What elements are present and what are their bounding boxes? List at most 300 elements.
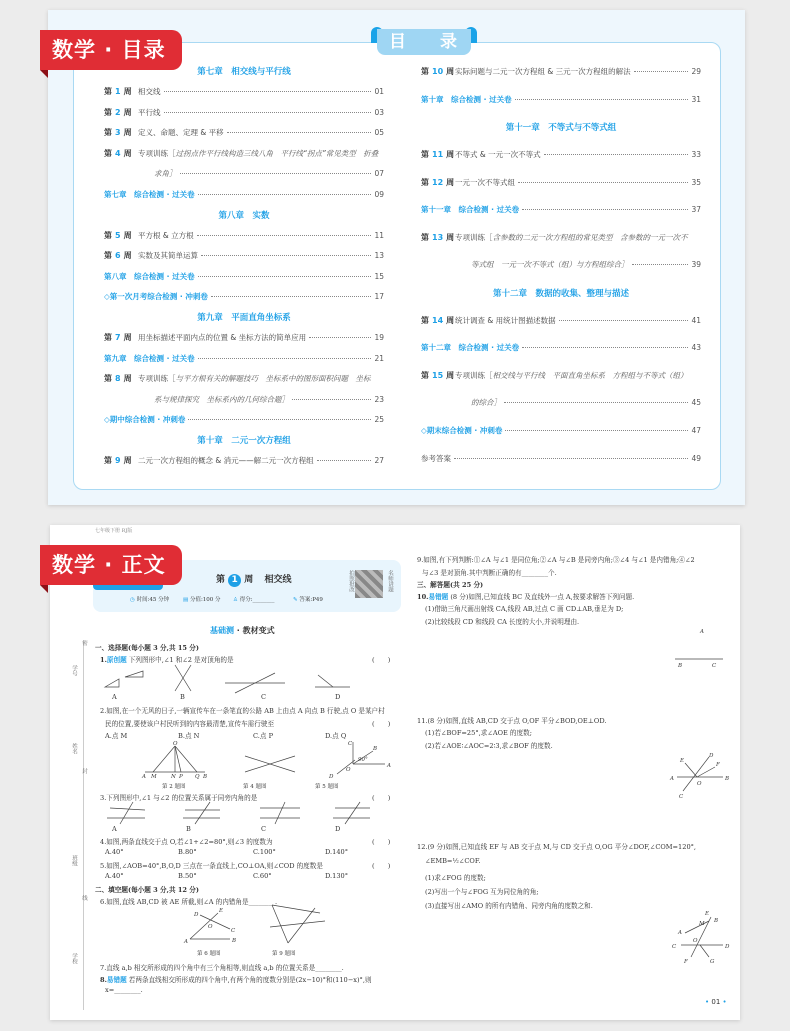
week-label: 第 7 周: [104, 333, 132, 343]
toc-entry[interactable]: [421, 86, 701, 114]
q3-opt-a: A: [112, 825, 117, 833]
question-9-line2: 与∠3 是对顶角.其中判断正确的有________个.: [422, 569, 557, 577]
week-label: 第 6 周: [104, 251, 132, 261]
q3-opt-c: C: [261, 825, 267, 833]
dot-leader: [198, 194, 372, 195]
dot-leader: [515, 99, 689, 100]
toc-entry[interactable]: [421, 224, 701, 252]
chapter-title: 第十二章 数据的收集、整理与描述: [492, 288, 629, 299]
toc-entry-continued[interactable]: [104, 389, 384, 410]
toc-entry[interactable]: [421, 444, 701, 472]
entry-title: 定义、命题、定理 & 平移: [138, 128, 224, 138]
fig11-label: O: [697, 781, 702, 787]
week-title: 相交线: [264, 575, 292, 585]
question-3: 3.下列图形中,∠1 与∠2 的位置关系属于同旁内角的是: [100, 794, 258, 802]
toc-entry[interactable]: [104, 307, 384, 328]
entry-title: 第十二章 综合检测 · 过关卷: [421, 343, 520, 353]
dot-leader: [164, 91, 372, 92]
question-7: 7.直线 a,b 相交所形成的四个角中有三个角相等,则直线 a,b 的位置关系是________.: [100, 964, 344, 972]
diamond-icon: ◇: [104, 292, 110, 302]
q3-figures: [105, 802, 365, 824]
page-number: 23: [374, 394, 384, 404]
toc-box: [73, 32, 721, 490]
qr-right-label: 名师讲题: [387, 570, 393, 592]
page-number: 05: [374, 128, 384, 138]
page-number: 01: [374, 87, 384, 97]
toc-left-column: [104, 61, 384, 471]
week-number: 11: [432, 150, 444, 160]
toc-entry-continued[interactable]: [104, 164, 384, 185]
q8-text: 若两条直线相交所形成的四个角中,有两个角的度数分别是(2x−10)°和(110−x)°,则: [126, 976, 372, 984]
entry-title: 专项训练［: [455, 232, 493, 242]
toc-entry[interactable]: [421, 113, 701, 141]
q4-answer-paren: ( ): [372, 838, 391, 846]
week-label: 第 14 周: [421, 315, 455, 325]
diamond-icon: ◇: [104, 415, 110, 425]
q10-num: 10.: [417, 593, 429, 601]
fig12-label: C: [672, 944, 677, 950]
score-info: [183, 595, 221, 603]
entry-topics: 含参数的二元一次方程组的常见类型 含参数的一元一次不: [492, 232, 688, 242]
week-label: 第 1 周: [104, 87, 132, 97]
toc-entry[interactable]: [421, 306, 701, 334]
toc-entry[interactable]: [104, 451, 384, 472]
fig2-label: P: [179, 774, 183, 780]
part2-heading: 二、填空题(每小题 3 分,共 12 分): [95, 886, 200, 894]
toc-entry[interactable]: [104, 328, 384, 349]
dot-leader: [632, 264, 689, 265]
week-label: 第 13 周: [421, 232, 455, 242]
question-2: 2.如图,在一个无风的日子,一辆宣传车在一条笔直的公路 AB 上由点 A 向点 B 行驶,点 O 是某户村: [100, 707, 385, 715]
fig11-label: D: [709, 753, 714, 759]
part3-heading: 三、解答题(共 25 分): [417, 581, 484, 589]
entry-title: 专项训练［: [455, 370, 493, 380]
fig10-label: A: [700, 629, 704, 635]
question-12-line2: ∠EMB=½∠COF.: [425, 857, 481, 865]
entry-title-cont: 系与规律探究 坐标系内的几何综合题］: [154, 394, 289, 404]
entry-title-cont: 等式组 一元一次不等式（组）与方程组综合］: [471, 260, 629, 270]
dot-leader: [198, 276, 372, 277]
entry-title: 第七章 综合检测 · 过关卷: [104, 189, 195, 199]
diamond-icon: ◇: [421, 426, 427, 436]
q5-opt-d: D.130°: [325, 872, 349, 880]
week-number-badge: 1: [228, 574, 241, 587]
q8-tag: 易错题: [106, 976, 127, 984]
toc-entry[interactable]: [104, 123, 384, 144]
page-number: 21: [374, 353, 384, 363]
toc-entry[interactable]: [104, 287, 384, 308]
fig10-label: B: [678, 663, 683, 669]
week-label: 第 2 周: [104, 107, 132, 117]
week-suffix: 周: [244, 575, 254, 585]
q4-opt-a: A.40°: [105, 848, 124, 856]
clock-icon: ◷: [130, 597, 135, 603]
page-number: 31: [691, 94, 701, 104]
entry-title: 第一次月考综合检测 · 冲刺卷: [109, 292, 208, 302]
page-number: 29: [691, 67, 701, 77]
page-number: 27: [374, 456, 384, 466]
fig11-label: F: [716, 762, 720, 768]
dot-leader: [505, 430, 688, 431]
week-number: 5: [115, 230, 121, 240]
q4-opt-b: B.80°: [178, 848, 197, 856]
entry-title: 第十章 综合检测 · 过关卷: [421, 94, 512, 104]
chapter-title: 第八章 实数: [218, 210, 270, 221]
toc-entry-continued[interactable]: [421, 251, 701, 279]
entry-title: 专项训练［: [138, 374, 176, 384]
dot-leader: [198, 358, 372, 359]
question-9: 9.如图,有下列判断:①∠A 与∠1 是同位角;②∠A 与∠B 是同旁内角;③∠4 与∠1 是内错角;④∠2: [417, 556, 695, 564]
fig2-label: B: [203, 774, 208, 780]
section-title-a: 基础测: [210, 626, 234, 635]
toc-entry[interactable]: [104, 205, 384, 226]
page-number: 33: [691, 150, 701, 160]
toc-entry[interactable]: [104, 410, 384, 431]
question-6: 6.如图,直线 AB,CD 被 AE 所截,则∠A 的内错角是________.: [100, 898, 278, 906]
question-12-part3: (3)直接写出∠AMO 的所有内错角、同旁内角的度数之和.: [425, 902, 593, 910]
page-number: 07: [374, 169, 384, 179]
fig5-label: O: [346, 767, 351, 773]
dot-leader: [292, 399, 371, 400]
dot-leader: [544, 154, 689, 155]
edition-label: 七年级下册 RJ版: [95, 528, 133, 534]
q2-opt-a: A.点 M: [105, 732, 128, 740]
fig11-label: A: [670, 776, 674, 782]
entry-title: 实数及其简单运算: [138, 251, 198, 261]
dot-leader: [504, 402, 688, 403]
fig6-label: D: [194, 912, 199, 918]
week-number: 12: [432, 177, 444, 187]
fig4-caption: 第 4 题图: [243, 784, 267, 790]
q2-opt-b: B.点 N: [178, 732, 200, 740]
dot-leader: [227, 132, 372, 133]
margin-xian: 线: [81, 895, 87, 901]
week-label: 第 12 周: [421, 177, 455, 187]
dot-leader: [211, 296, 372, 297]
document-icon: ▤: [183, 597, 189, 603]
week-number: 7: [115, 333, 121, 343]
toc-entry[interactable]: [104, 143, 384, 164]
toc-entry[interactable]: [421, 334, 701, 362]
q3-answer-paren: ( ): [372, 794, 391, 802]
fig12-label: O: [693, 938, 698, 944]
entry-title-cont: 的综合］: [471, 398, 501, 408]
toc-entry[interactable]: [421, 196, 701, 224]
toc-entry[interactable]: [104, 369, 384, 390]
entry-title: 相交线: [138, 87, 161, 97]
question-11-part1: (1)若∠BOF=25°,求∠AOE 的度数;: [425, 729, 532, 737]
margin-mi: 密: [81, 640, 87, 646]
fig2-caption: 第 2 题图: [162, 784, 186, 790]
page-number: 45: [691, 398, 701, 408]
time-info: [130, 595, 169, 603]
toc-entry[interactable]: [104, 246, 384, 267]
page-number: 09: [374, 189, 384, 199]
fig5-caption: 第 5 题图: [315, 784, 339, 790]
entry-title-cont: 求角］: [154, 169, 177, 179]
fig6-label: B: [232, 938, 237, 944]
binding-line: [83, 640, 84, 1010]
q4-opt-c: C.100°: [253, 848, 276, 856]
dot-leader: [188, 419, 371, 420]
page-number: 39: [691, 260, 701, 270]
margin-class: 班级: [71, 855, 77, 866]
week-label: 第 3 周: [104, 128, 132, 138]
q1-opt-a: A: [112, 693, 117, 701]
fig2-label: M: [151, 774, 157, 780]
fig2-label: A: [142, 774, 146, 780]
lesson-page: [50, 525, 740, 1020]
margin-id: 学号: [71, 665, 77, 676]
toc-entry[interactable]: [104, 184, 384, 205]
page-number: 47: [691, 426, 701, 436]
week-label: 第 10 周: [421, 67, 455, 77]
q11-figure: [670, 753, 730, 800]
week-label: 第 9 周: [104, 456, 132, 466]
fig12-label: D: [725, 944, 730, 950]
page-number-text: 01: [711, 998, 721, 1006]
question-12-part2: (2)写出一个与∠FOG 互为同位角的角;: [425, 888, 539, 896]
q5-opt-c: C.60°: [253, 872, 272, 880]
entry-title: 期中综合检测 · 冲刺卷: [109, 415, 186, 425]
dot-leader: [634, 71, 689, 72]
qr-left-label: 拍照批改: [348, 570, 354, 592]
week-label: 第 8 周: [104, 374, 132, 384]
question-10-part2: (2)比较线段 CD 和线段 CA 长度的大小,并说明理由.: [425, 618, 580, 626]
entry-title: 不等式 & 一元一次不等式: [455, 150, 541, 160]
page-number: 13: [374, 251, 384, 261]
question-11: 11.(8 分)如图,直线 AB,CD 交于点 O,OF 平分∠BOD,OE⊥OD.: [417, 717, 607, 725]
q3-opt-d: D: [335, 825, 341, 833]
entry-title: 参考答案: [421, 453, 451, 463]
fig10-label: C: [712, 663, 717, 669]
page-number: 03: [374, 107, 384, 117]
week-number: 8: [115, 374, 121, 384]
week-number: 13: [432, 232, 444, 242]
entry-title: 期末综合检测 · 冲刺卷: [426, 426, 503, 436]
fig5-label: 90°: [358, 757, 368, 763]
q8-num: 8.: [100, 976, 107, 984]
toc-right-column: [421, 58, 701, 472]
toc-entry[interactable]: [104, 82, 384, 103]
page-number: 35: [691, 177, 701, 187]
page-number: • 01 •: [705, 998, 727, 1006]
score-text: 分值:100 分: [189, 597, 221, 603]
fig6-label: A: [184, 939, 188, 945]
week-number: 2: [115, 107, 121, 117]
time-text: 时间:45 分钟: [136, 597, 170, 603]
fig2-label: O: [173, 741, 178, 747]
fig6-label: O: [208, 924, 213, 930]
q4-opt-d: D.140°: [325, 848, 349, 856]
fig9-caption: 第 9 题图: [272, 951, 296, 957]
entry-title: 二元一次方程组的概念 & 消元——解二元一次方程组: [138, 456, 314, 466]
question-12: 12.(9 分)如图,已知直线 EF 与 AB 交于点 M,与 CD 交于点 O,OG 平分∠DOF,∠COM=120°,: [417, 843, 697, 851]
q2-answer-paren: ( ): [372, 720, 391, 728]
page-number: 37: [691, 205, 701, 215]
question-4: 4.如图,两条直线交于点 O,若∠1+∠2=80°,则∠3 的度数为: [100, 838, 273, 846]
week-number: 3: [115, 128, 121, 138]
fig5-label: D: [329, 774, 334, 780]
week-prefix: 第: [216, 575, 226, 585]
q6-q9-figures: [184, 905, 330, 945]
toc-entry-continued[interactable]: [421, 389, 701, 417]
question-2-line2: 民的位置,要使该户村民听到的内容最清楚,宣传车需行驶至: [105, 720, 275, 728]
fig12-label: A: [678, 930, 682, 936]
fig11-label: B: [725, 776, 730, 782]
chapter-title: 第七章 相交线与平行线: [197, 67, 291, 78]
toc-entry[interactable]: [421, 362, 701, 390]
week-heading: [216, 572, 291, 587]
user-icon: ♙: [233, 597, 238, 603]
toc-entry[interactable]: [104, 348, 384, 369]
fig12-label: E: [705, 911, 710, 917]
chapter-title: 第九章 平面直角坐标系: [197, 313, 291, 324]
toc-entry[interactable]: [104, 102, 384, 123]
got-text: 得分:________: [239, 597, 275, 603]
week-number: 14: [432, 315, 444, 325]
week-number: 1: [115, 87, 121, 97]
fig11-label: E: [680, 758, 685, 764]
dot-leader: [180, 173, 372, 174]
question-10: [417, 591, 634, 601]
toc-entry[interactable]: [104, 430, 384, 451]
entry-title: 平方根 & 立方根: [138, 230, 194, 240]
q1-answer-paren: ( ): [372, 656, 391, 664]
dot-leader: [522, 347, 688, 348]
q2-opt-d: D.点 Q: [325, 732, 347, 740]
edit-icon: ✎: [293, 597, 298, 603]
q1-opt-c: C: [261, 693, 267, 701]
q1-figures: [105, 665, 375, 695]
fig12-label: B: [714, 918, 719, 924]
dot-leader: [317, 460, 372, 461]
page-number: 15: [374, 271, 384, 281]
week-number: 9: [115, 456, 121, 466]
entry-title: 一元一次不等式组: [455, 177, 515, 187]
question-12-part1: (1)求∠FOG 的度数;: [425, 874, 486, 882]
section-tag-body: 数学 · 正文: [40, 545, 182, 585]
q5-answer-paren: ( ): [372, 862, 391, 870]
dot-leader: [164, 112, 372, 113]
q3-opt-b: B: [186, 825, 191, 833]
fig2-label: Q: [195, 774, 200, 780]
q1-tag: 原创题: [106, 656, 127, 664]
toc-entry[interactable]: [104, 225, 384, 246]
answer-text: 答案:P49: [299, 597, 323, 603]
q5-opt-b: B.50°: [178, 872, 197, 880]
week-number: 6: [115, 251, 121, 261]
page-number: 17: [374, 292, 384, 302]
q1-text: 下列图形中,∠1 和∠2 是对顶角的是: [126, 656, 234, 664]
fig5-label: C: [348, 741, 353, 747]
dot-leader: [518, 182, 688, 183]
week-label: 第 15 周: [421, 370, 455, 380]
fig12-label: M: [699, 921, 705, 927]
part1-heading: 一、选择题(每小题 3 分,共 15 分): [95, 644, 200, 652]
fig2-label: N: [171, 774, 176, 780]
fig6-label: E: [219, 908, 224, 914]
entry-title: 第十一章 综合检测 · 过关卷: [421, 205, 520, 215]
week-number: 15: [432, 370, 444, 380]
page-number: 41: [691, 315, 701, 325]
q1-opt-b: B: [180, 693, 185, 701]
q1-num: 1.: [100, 656, 107, 664]
toc-entry[interactable]: [421, 58, 701, 86]
fig12-label: F: [684, 959, 688, 965]
q10-tag: 易错题: [428, 593, 449, 601]
page-number: 25: [374, 415, 384, 425]
margin-name: 姓名: [71, 743, 77, 754]
toc-entry[interactable]: [421, 141, 701, 169]
qr-code[interactable]: [355, 570, 383, 598]
q12-figure: [672, 911, 730, 965]
fig6-caption: 第 6 题图: [197, 951, 221, 957]
entry-title: 用坐标描述平面内点的位置 & 坐标方法的简单应用: [138, 333, 307, 343]
toc-entry[interactable]: [421, 168, 701, 196]
entry-title: 第八章 综合检测 · 过关卷: [104, 271, 195, 281]
week-label: 第 4 周: [104, 148, 132, 158]
dot-leader: [454, 458, 688, 459]
entry-topics: 相交线与平行线 平面直角坐标系 方程组与不等式（组）: [492, 370, 688, 380]
entry-topics: 与平方根有关的解题技巧 坐标系中的图形面积问题 坐标: [175, 374, 371, 384]
q1-opt-d: D: [335, 693, 341, 701]
section-tag-toc: 数学 · 目录: [40, 30, 182, 70]
dot-leader: [201, 255, 371, 256]
page-number: 43: [691, 343, 701, 353]
question-1: [100, 654, 234, 664]
dot-leader: [559, 320, 689, 321]
fig6-label: C: [231, 928, 236, 934]
dot-leader: [309, 337, 371, 338]
dot-leader: [197, 235, 372, 236]
q2-q4-q5-figures: [142, 740, 405, 780]
week-number: 10: [432, 67, 444, 77]
fig5-label: A: [387, 763, 391, 769]
section-title: [210, 625, 275, 636]
question-10-part1: (1)借助三角尺画出射线 CA,线段 AB,过点 C 画 CD⊥AB,垂足为 D;: [425, 605, 624, 613]
q2-opt-c: C.点 P: [253, 732, 274, 740]
week-label: 第 11 周: [421, 150, 455, 160]
page-number: 19: [374, 333, 384, 343]
fig11-label: C: [679, 794, 684, 800]
toc-title: 目 录: [377, 29, 471, 55]
week-number: 4: [115, 148, 121, 158]
toc-entry[interactable]: [104, 266, 384, 287]
week-label: 第 5 周: [104, 230, 132, 240]
section-title-b: · 教材变式: [234, 626, 275, 635]
dot-leader: [522, 209, 688, 210]
question-8: [100, 974, 372, 984]
question-8-line2: x=________.: [105, 986, 143, 994]
question-5: 5.如图,∠AOB=40°,B,O,D 三点在一条直线上,CO⊥OA,则∠COD 的度数是: [100, 862, 323, 870]
entry-title: 平行线: [138, 107, 161, 117]
entry-title: 统计调查 & 用统计图描述数据: [455, 315, 556, 325]
toc-page: [48, 10, 745, 505]
margin-feng: 封: [81, 768, 87, 774]
fig5-label: B: [373, 746, 378, 752]
toc-entry[interactable]: [421, 417, 701, 445]
toc-entry[interactable]: [421, 279, 701, 307]
page-number: 49: [691, 453, 701, 463]
q10-text: (8 分)如图,已知直线 BC 及直线外一点 A,按要求解答下列问题.: [448, 593, 635, 601]
entry-title: 第九章 综合检测 · 过关卷: [104, 353, 195, 363]
entry-title: 实际问题与二元一次方程组 & 三元一次方程组的解法: [455, 67, 631, 77]
q5-opt-a: A.40°: [105, 872, 124, 880]
chapter-title: 第十一章 不等式与不等式组: [505, 122, 617, 133]
page-number: 11: [374, 230, 384, 240]
answer-info: [293, 595, 323, 603]
